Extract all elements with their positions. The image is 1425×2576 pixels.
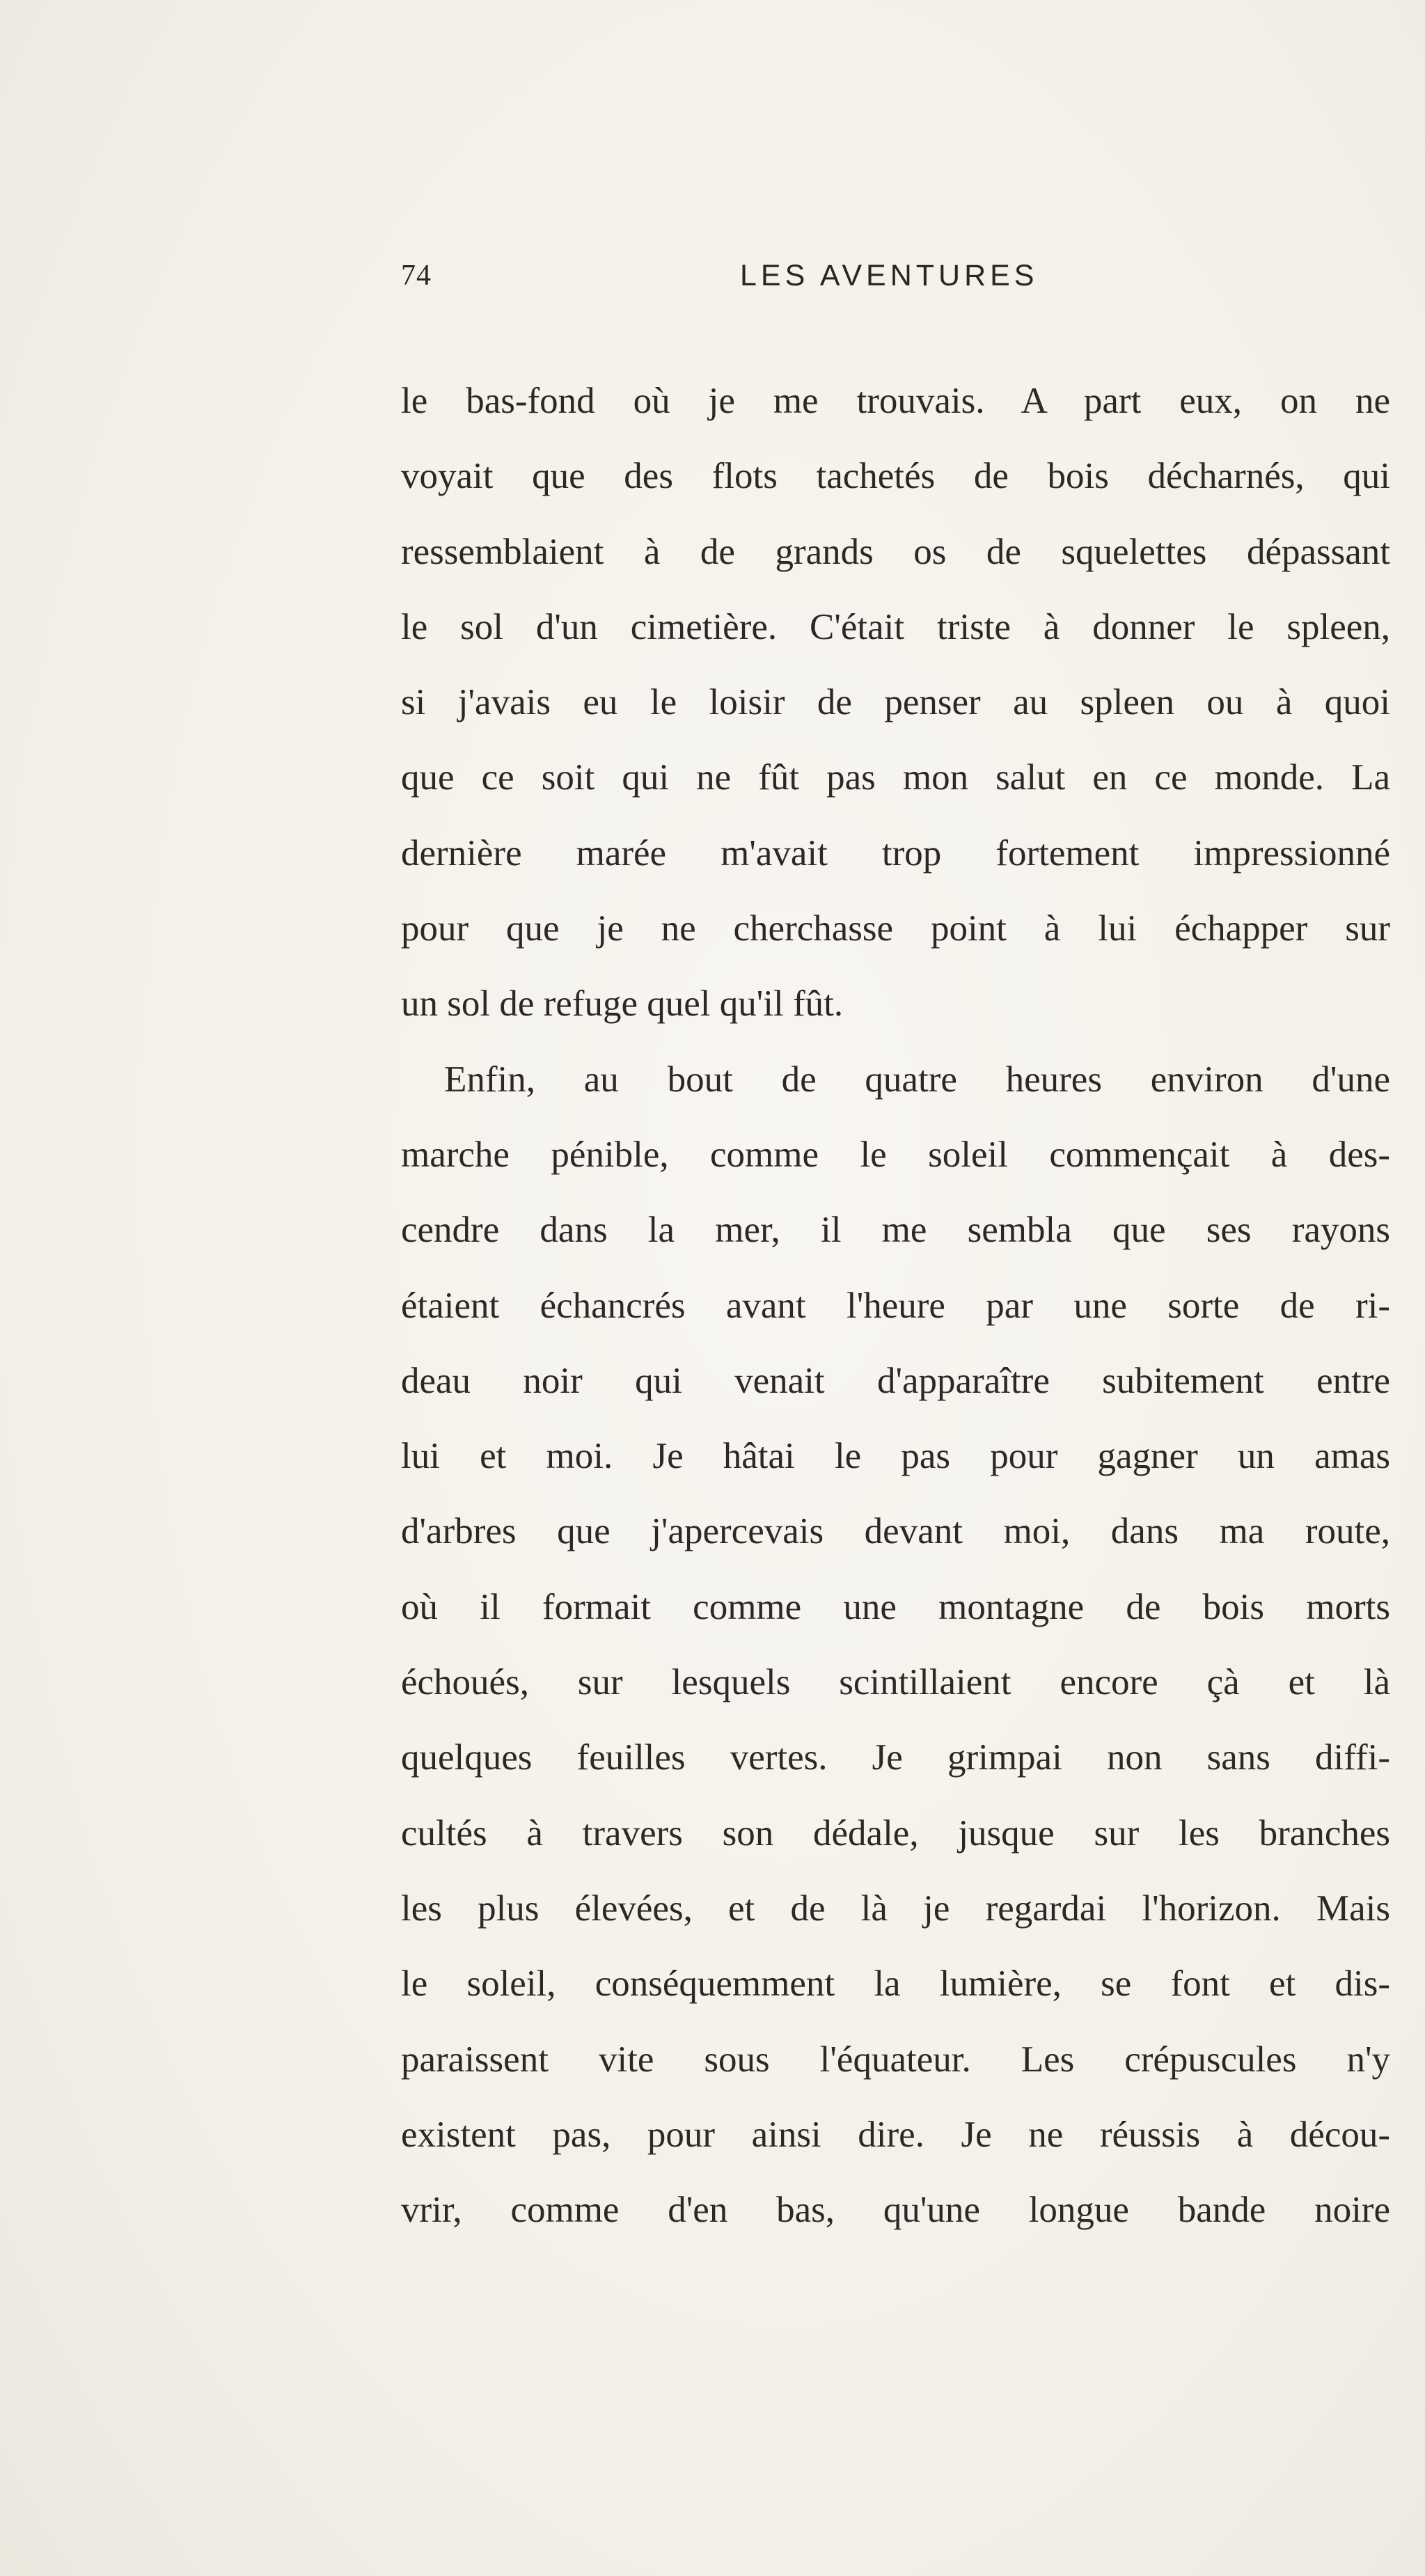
text-line: quelques feuilles vertes. Je grimpai non sans diffi- bbox=[401, 1737, 1390, 1778]
text-line: lui et moi. Je hâtai le pas pour gagner un amas bbox=[401, 1436, 1390, 1477]
text-line: deau noir qui venait d'apparaître subitement entre bbox=[401, 1360, 1390, 1401]
text-line: cendre dans la mer, il me sembla que ses rayons bbox=[401, 1210, 1390, 1251]
body-text bbox=[401, 363, 1390, 2247]
text-line: d'arbres que j'apercevais devant moi, dans ma route, bbox=[401, 1511, 1390, 1552]
text-line: que ce soit qui ne fût pas mon salut en ce monde. La bbox=[401, 757, 1390, 798]
text-line: cultés à travers son dédale, jusque sur les branches bbox=[401, 1812, 1390, 1854]
paragraph-2 bbox=[401, 1042, 1390, 2248]
page-number: 74 bbox=[401, 260, 432, 292]
text-line: marche pénible, comme le soleil commençait à des- bbox=[401, 1134, 1390, 1175]
text-line: dernière marée m'avait trop fortement impressionné bbox=[401, 832, 1390, 874]
text-line: vrir, comme d'en bas, qu'une longue bande noire bbox=[401, 2190, 1390, 2231]
text-line: échoués, sur lesquels scintillaient encore çà et là bbox=[401, 1662, 1390, 1703]
text-line: ressemblaient à de grands os de squelettes dépassant bbox=[401, 531, 1390, 572]
text-line: le soleil, conséquemment la lumière, se font et dis- bbox=[401, 1963, 1390, 2005]
text-line: les plus élevées, et de là je regardai l'horizon. Mais bbox=[401, 1888, 1390, 1929]
text-line: où il formait comme une montagne de bois morts bbox=[401, 1586, 1390, 1627]
page-header bbox=[401, 259, 1376, 301]
text-line: étaient échancrés avant l'heure par une sorte de ri- bbox=[401, 1285, 1390, 1326]
text-line: Enfin, au bout de quatre heures environ d'une bbox=[444, 1059, 1390, 1100]
text-line: pour que je ne cherchasse point à lui échapper sur bbox=[401, 908, 1390, 949]
text-line: paraissent vite sous l'équateur. Les crépuscules n'y bbox=[401, 2039, 1390, 2080]
text-line: existent pas, pour ainsi dire. Je ne réussis à décou- bbox=[401, 2114, 1390, 2155]
text-line: si j'avais eu le loisir de penser au spleen ou à quoi bbox=[401, 682, 1390, 723]
text-line: un sol de refuge quel qu'il fût. bbox=[401, 983, 844, 1025]
paragraph-1 bbox=[401, 363, 1390, 1042]
running-title: LES AVENTURES bbox=[740, 259, 1039, 292]
text-line: le bas-fond où je me trouvais. A part eux, on ne bbox=[401, 381, 1390, 421]
text-line: voyait que des flots tachetés de bois décharnés, qui bbox=[401, 456, 1390, 497]
text-line: le sol d'un cimetière. C'était triste à donner le spleen, bbox=[401, 606, 1390, 647]
